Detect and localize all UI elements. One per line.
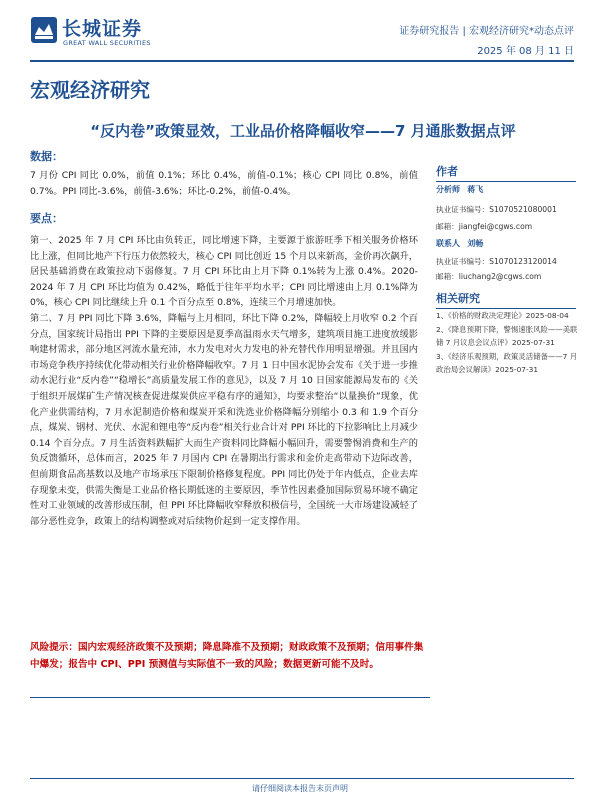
data-section-label: 数据：	[30, 150, 63, 163]
report-type: 宏观经济研究	[30, 78, 150, 102]
related-item-3[interactable]: 3、《经济乐观预期，政策灵活储备——7 月政治局会议解读》2025-07-31	[436, 352, 578, 374]
logo-chinese-name: 长城证券	[62, 18, 143, 40]
data-section-text: 7 月份 CPI 同比 0.0%，前值 0.1%；环比 0.4%，前值-0.1%；核心 CPI 同比 0.8%，前值 0.7%。PPI 同比-3.6%，前值-3.6%；环比-0.2%，前值-0.4%。	[30, 170, 418, 197]
contact-cert: 执业证书编号：S1070123120014	[436, 257, 557, 266]
contact-line	[436, 238, 576, 249]
related-research-heading: 相关研究	[436, 290, 576, 309]
point-paragraph-1: 第一、2025 年 7 月 CPI 环比由负转正，同比增速下降，主要源于旅游旺季下相关服务价格环比上涨，但同比地产下行压力依然较大，核心 CPI 同比创近 15 个月以来新高，金价再次飙升，居民基础消费在政策拉动下弱修复。7 月 CPI 环比由上月下降 0.1%转为上涨 0.4%。2020-2024 年 7 月 CPI 环比均值为 0.42%，略低于往年平均水平；CPI 同比增速由上月 0.1%降为 0%，核心 CPI 同比继续上升 0.1 个百分点至 0.8%，连续三个月增速加快。	[30, 235, 418, 309]
point-paragraph-2: 第二、7 月 PPI 同比下降 3.6%，降幅与上月相同，环比下降 0.2%，降幅较上月收窄 0.2 个百分点，国家统计局指出 PPI 下降的主要原因是夏季高温雨水天气增多，建筑项目施工进度放缓影响建材需求，部分地区河流水量充沛，水力发电对火力发电的补充替代作用明显增强。并且国内市场竞争秩序持续优化带动相关行业价格降幅收窄。7 月 1 日中国水泥协会发布《关于进一步推动水泥行业“反内卷”“稳增长”高质量发展工作的意见》，以及 7 月 10 日国家能源局发布的《关于组织开展煤矿生产情况核查促进煤炭供应平稳有序的通知》，均要求整治“以量换价”现象，优化产业供需结构，7 月水泥制造价格和煤炭开采和洗选业价格降幅分别缩小 0.3 和 1.9 个百分点，煤炭、钢材、光伏、水泥和锂电等“反内卷”相关行业合计对 PPI 环比的下拉影响比上月减少 0.14 个百分点。7 月生活资料跌幅扩大而生产资料同比降幅小幅回升，需要警惕消费和生产的负反馈循环，总体而言，2025 年 7 月国内 CPI 在暑期出行需求和金价走高带动下边际改善，但前期食品高基数以及地产市场承压下限制价格修复程度。PPI 同比仍处于年内低点，企业去库存现象未变，供需失衡是工业品价格长期低迷的主要原因，季节性因素叠加国际贸易环境不确定性对工业领域的改善形成压制，但 PPI 环比降幅收窄释放积极信号，全国统一大市场建设减轻了部分恶性竞争，政策上的结构调整或对后续物价起到一定支撑作用。	[30, 312, 418, 527]
related-item-1[interactable]: 1、《价格的财政决定理论》2025-08-04	[436, 311, 569, 320]
footer-disclaimer: 请仔细阅读本报告末页声明	[252, 784, 348, 793]
related-item-2[interactable]: 2、《降息预期下降，警惕速胀风险——美联储 7 月议息会议点评》2025-07-31	[436, 325, 578, 347]
page-title: “反内卷”政策显效，工业品价格降幅收窄——7 月通胀数据点评	[90, 122, 516, 140]
analyst-name: 蒋飞	[467, 185, 484, 194]
points-section-body	[30, 233, 418, 529]
points-section-label: 要点：	[30, 212, 63, 225]
report-date: 2025 年 08 月 11 日	[477, 46, 574, 57]
analyst-email[interactable]: 邮箱：jiangfei@cgws.com	[436, 222, 533, 231]
risk-divider	[30, 697, 430, 698]
footer-divider	[30, 778, 574, 779]
logo-english-name: GREAT WALL SECURITIES	[63, 39, 151, 47]
analyst-label: 分析师	[436, 185, 460, 194]
contact-label: 联系人	[436, 239, 460, 248]
risk-warning: 风险提示：国内宏观经济政策不及预期；降息降准不及预期；财政政策不及预期；信用事件集中爆发；报告中 CPI、PPI 预测值与实际值不一致的风险；数据更新可能不及时。	[30, 642, 424, 671]
contact-email[interactable]: 邮箱：liuchang2@cgws.com	[436, 272, 542, 281]
analyst-line	[436, 184, 576, 195]
header-divider	[30, 60, 574, 62]
authors-heading: 作者	[436, 163, 576, 182]
report-category: 证券研究报告 | 宏观经济研究*动态点评	[399, 26, 574, 37]
great-wall-logo-icon	[30, 16, 58, 44]
contact-name: 刘畅	[467, 239, 484, 248]
analyst-cert: 执业证书编号：S1070521080001	[436, 205, 557, 214]
company-logo	[30, 14, 180, 48]
